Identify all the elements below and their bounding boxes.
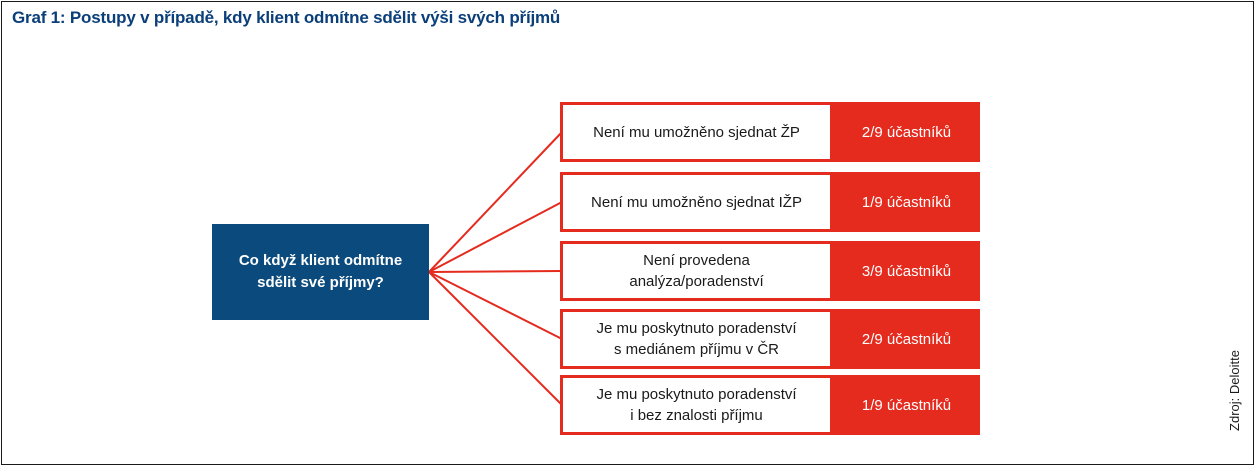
outcome-label-line-1: Je mu poskytnuto poradenství: [596, 386, 797, 403]
outcome-label: [560, 172, 833, 232]
connector-line-1: [429, 132, 562, 272]
central-question-box: [212, 224, 429, 320]
outcome-label: [560, 241, 833, 301]
outcome-label-line-2: analýza/poradenství: [629, 273, 764, 290]
source-note: [1224, 340, 1244, 440]
outcome-row-1: [560, 102, 980, 162]
outcome-row-4: [560, 309, 980, 369]
outcome-count: 1/9 účastníků: [833, 375, 980, 435]
outcome-label: [560, 102, 833, 162]
outcome-label-line-1: Je mu poskytnuto poradenství: [596, 320, 797, 337]
outcome-row-5: [560, 375, 980, 435]
outcome-count: 1/9 účastníků: [833, 172, 980, 232]
connector-line-2: [429, 202, 562, 272]
outcome-label: [560, 375, 833, 435]
connector-line-5: [429, 272, 562, 405]
central-question-line-1: Co když klient odmítne: [238, 252, 403, 269]
source-text: Zdroj: Deloitte: [1226, 349, 1242, 431]
connector-line-4: [429, 272, 562, 339]
outcome-label: [560, 309, 833, 369]
outcome-count: 2/9 účastníků: [833, 102, 980, 162]
figure-title: Graf 1: Postupy v případě, kdy klient odmítne sdělit výši svých příjmů: [12, 8, 561, 27]
connector-line-3: [429, 271, 562, 272]
central-question-line-2: sdělit své příjmy?: [257, 274, 384, 291]
outcome-count: 2/9 účastníků: [833, 309, 980, 369]
outcome-row-3: [560, 241, 980, 301]
outcome-label-line-1: Není provedena: [643, 252, 750, 269]
outcome-label-line-2: i bez znalosti příjmu: [630, 407, 763, 424]
outcome-row-2: [560, 172, 980, 232]
outcome-label-line-1: Není mu umožněno sjednat IŽP: [591, 193, 802, 211]
outcome-label-line-1: Není mu umožněno sjednat ŽP: [593, 123, 800, 141]
outcome-label-line-2: s mediánem příjmu v ČR: [613, 341, 780, 358]
outcome-count: 3/9 účastníků: [833, 241, 980, 301]
